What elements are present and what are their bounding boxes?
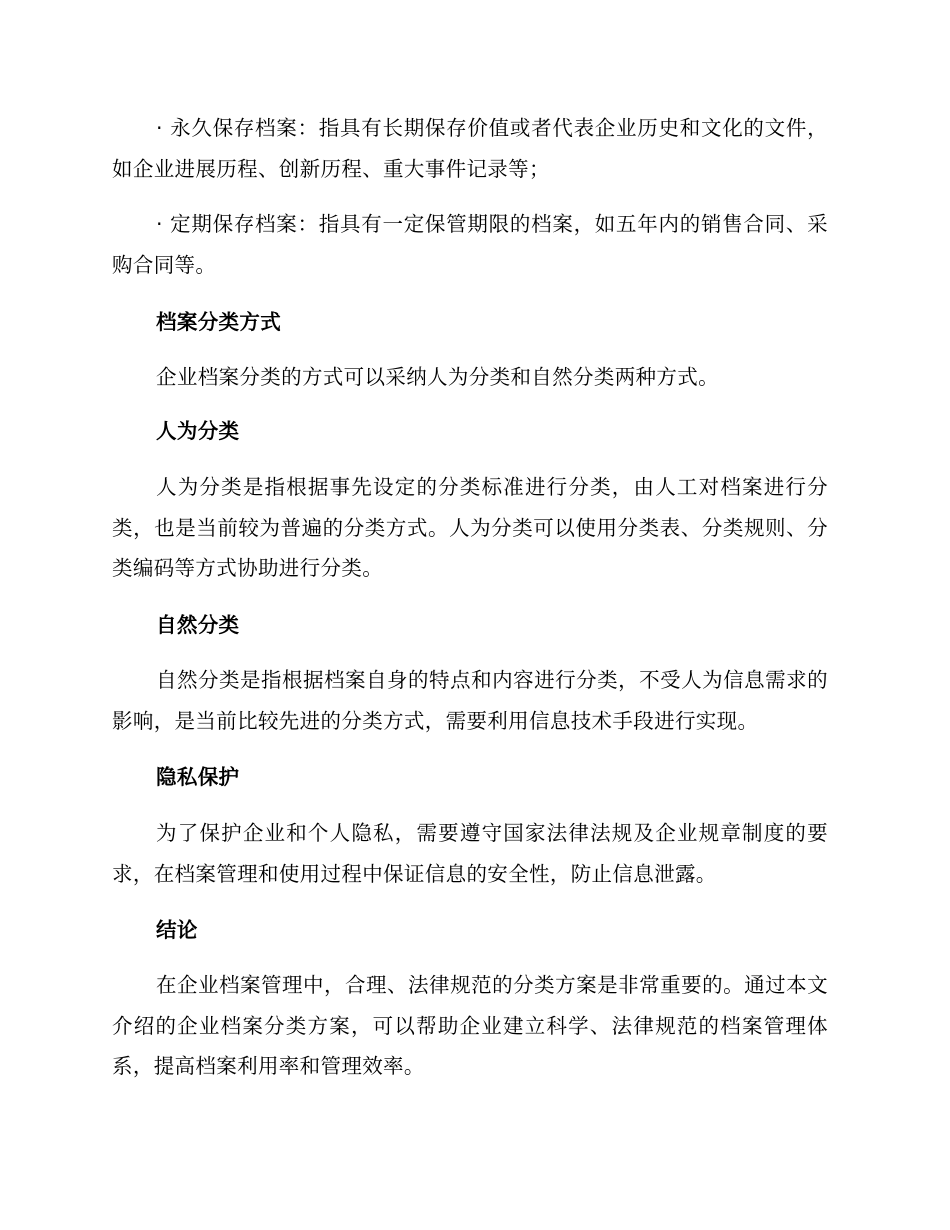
heading-privacy-protection: 隐私保护 xyxy=(156,765,240,789)
bullet-permanent-archives: · 永久保存档案：指具有长期保存价值或者代表企业历史和文化的文件，如企业进展历程、创新历程、重大事件记录等； xyxy=(112,116,828,181)
paragraph-conclusion: 在企业档案管理中，合理、法律规范的分类方案是非常重要的。通过本文介绍的企业档案分类方案，可以帮助企业建立科学、法律规范的档案管理体系，提高档案利用率和管理效率。 xyxy=(112,973,828,1078)
bullet-periodic-archives: · 定期保存档案：指具有一定保管期限的档案，如五年内的销售合同、采购合同等。 xyxy=(112,212,828,277)
paragraph-classification-methods: 企业档案分类的方式可以采纳人为分类和自然分类两种方式。 xyxy=(156,365,719,389)
heading-conclusion: 结论 xyxy=(156,918,198,942)
paragraph-manual-classification: 人为分类是指根据事先设定的分类标准进行分类，由人工对档案进行分类，也是当前较为普遍的分类方式。人为分类可以使用分类表、分类规则、分类编码等方式协助进行分类。 xyxy=(112,475,828,580)
heading-classification-methods: 档案分类方式 xyxy=(156,310,282,334)
paragraph-privacy-protection: 为了保护企业和个人隐私，需要遵守国家法律法规及企业规章制度的要求，在档案管理和使用过程中保证信息的安全性，防止信息泄露。 xyxy=(112,821,828,886)
heading-manual-classification: 人为分类 xyxy=(156,419,240,443)
heading-natural-classification: 自然分类 xyxy=(156,613,240,637)
paragraph-natural-classification: 自然分类是指根据档案自身的特点和内容进行分类，不受人为信息需求的影响，是当前比较先进的分类方式，需要利用信息技术手段进行实现。 xyxy=(112,668,828,733)
